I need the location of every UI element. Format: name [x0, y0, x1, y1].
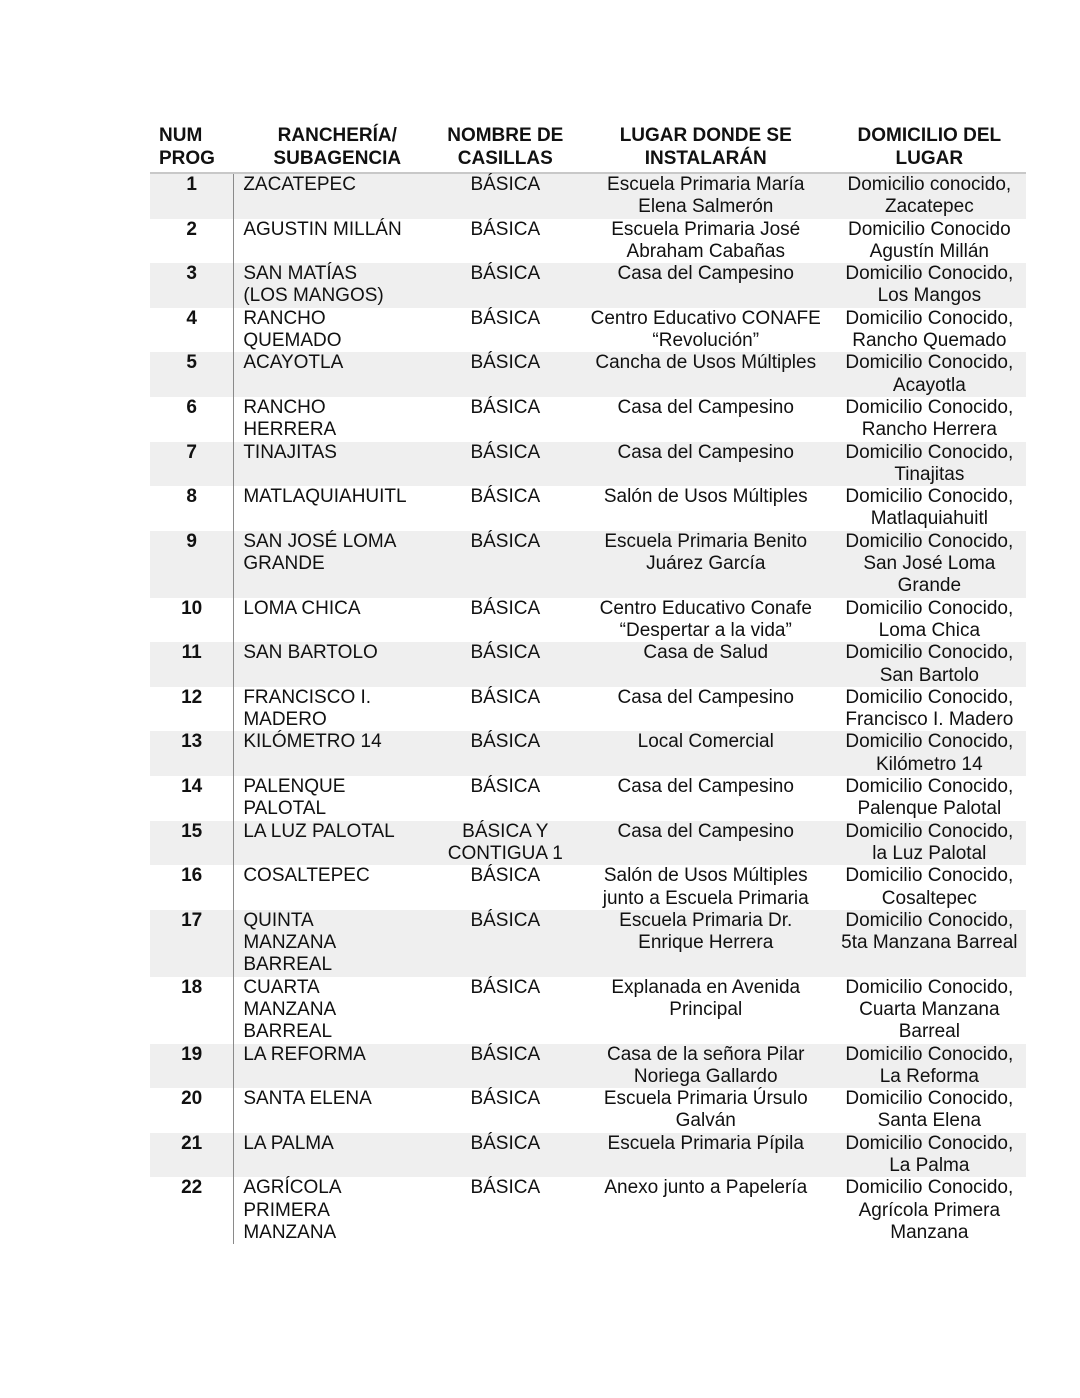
table-row: [150, 442, 1026, 487]
cell-num: 14: [150, 776, 234, 821]
cell-domicilio: Domicilio Conocido, la Luz Palotal: [833, 821, 1026, 866]
table-row: [150, 687, 1026, 732]
cell-lugar: Escuela Primaria Dr. Enrique Herrera: [579, 910, 833, 977]
cell-rancheria: KILÓMETRO 14: [234, 731, 432, 776]
table-body: [150, 173, 1026, 1244]
table-row: [150, 598, 1026, 643]
header-rancheria: RANCHERÍA/ SUBAGENCIA: [234, 124, 432, 173]
cell-casillas: BÁSICA: [470, 686, 541, 708]
cell-domicilio: Domicilio Conocido, Acayotla: [833, 352, 1026, 397]
cell-rancheria: ACAYOTLA: [234, 352, 432, 397]
table-row: [150, 352, 1026, 397]
cell-domicilio: Domicilio Conocido, Agrícola Primera Manzana: [845, 1177, 1014, 1243]
header-lugar: LUGAR DONDE SE INSTALARÁN: [579, 124, 833, 173]
cell-casillas: BÁSICA: [432, 1044, 579, 1089]
table-row: [150, 977, 1026, 1044]
cell-lugar: Escuela Primaria José Abraham Cabañas: [611, 218, 801, 262]
cell-num: 16: [150, 865, 234, 910]
cell-num: 22: [150, 1177, 234, 1244]
cell-domicilio: Domicilio Conocido, Santa Elena: [845, 1088, 1014, 1132]
cell-casillas: BÁSICA: [470, 865, 541, 887]
table-row: [150, 263, 1026, 308]
cell-domicilio: Domicilio Conocido, Rancho Herrera: [845, 396, 1014, 441]
cell-domicilio: Domicilio Conocido, Loma Chica: [845, 597, 1014, 641]
cell-rancheria: QUINTA MANZANA BARREAL: [234, 910, 432, 977]
cell-num: 5: [150, 352, 234, 397]
table-row: [150, 1133, 1026, 1178]
cell-domicilio: Domicilio Conocido, La Palma: [833, 1133, 1026, 1178]
cell-domicilio: Domicilio Conocido, Cuarta Manzana Barreal: [845, 976, 1014, 1043]
cell-casillas: BÁSICA: [432, 173, 579, 219]
cell-lugar: Anexo junto a Papelería: [604, 1177, 808, 1199]
cell-rancheria: AGRÍCOLA PRIMERA MANZANA: [243, 1177, 342, 1243]
cell-casillas: BÁSICA: [432, 263, 579, 308]
cell-domicilio: Domicilio Conocido, Francisco I. Madero: [845, 686, 1014, 731]
header-num-prog: NUM PROG: [150, 124, 234, 173]
cell-domicilio: Domicilio Conocido, Los Mangos: [833, 263, 1026, 308]
table-row: [150, 642, 1026, 687]
table-row: [150, 1088, 1026, 1133]
cell-casillas: BÁSICA: [470, 1088, 541, 1110]
table-row: [150, 219, 1026, 264]
cell-rancheria: LA PALMA: [234, 1133, 432, 1178]
cell-num: 15: [150, 821, 234, 866]
cell-domicilio: Domicilio Conocido, Cosaltepec: [845, 865, 1014, 909]
cell-lugar: Casa del Campesino: [579, 263, 833, 308]
cell-casillas: BÁSICA: [470, 1177, 541, 1199]
cell-casillas: BÁSICA: [432, 642, 579, 687]
cell-num: 1: [150, 173, 234, 219]
cell-lugar: Explanada en Avenida Principal: [611, 976, 801, 1020]
cell-casillas: BÁSICA: [432, 731, 579, 776]
header-domicilio: DOMICILIO DEL LUGAR: [833, 124, 1026, 173]
cell-casillas: BÁSICA: [470, 307, 541, 329]
cell-rancheria: AGUSTIN MILLÁN: [243, 218, 402, 240]
cell-domicilio: Domicilio conocido, Zacatepec: [833, 173, 1026, 219]
cell-domicilio: Domicilio Conocido, La Reforma: [833, 1044, 1026, 1089]
cell-casillas: BÁSICA: [470, 218, 541, 240]
cell-domicilio: Domicilio Conocido, 5ta Manzana Barreal: [833, 910, 1026, 977]
cell-num: 19: [150, 1044, 234, 1089]
cell-rancheria: SAN MATÍAS (LOS MANGOS): [234, 263, 432, 308]
cell-casillas: BÁSICA: [470, 776, 541, 798]
cell-num: 9: [150, 531, 234, 598]
cell-domicilio: Domicilio Conocido, Palenque Palotal: [845, 776, 1014, 820]
table-row: [150, 173, 1026, 219]
cell-casillas: BÁSICA Y CONTIGUA 1: [432, 821, 579, 866]
cell-rancheria: FRANCISCO I. MADERO: [243, 686, 372, 731]
cell-rancheria: RANCHO QUEMADO: [243, 307, 342, 352]
cell-rancheria: TINAJITAS: [234, 442, 432, 487]
cell-rancheria: LA REFORMA: [234, 1044, 432, 1089]
cell-lugar: Casa del Campesino: [617, 686, 794, 708]
cell-lugar: Casa del Campesino: [617, 396, 794, 418]
cell-rancheria: CUARTA MANZANA BARREAL: [243, 976, 337, 1043]
table-row: [150, 531, 1026, 598]
cell-domicilio: Domicilio Conocido, Kilómetro 14: [833, 731, 1026, 776]
cell-rancheria: LOMA CHICA: [243, 597, 361, 619]
cell-lugar: Casa del Campesino: [617, 776, 794, 798]
cell-num: 21: [150, 1133, 234, 1178]
table-row: [150, 397, 1026, 442]
table-row: [150, 776, 1026, 821]
cell-lugar: Salón de Usos Múltiples: [603, 486, 808, 508]
cell-domicilio: Domicilio Conocido, Rancho Quemado: [845, 307, 1014, 352]
cell-casillas: BÁSICA: [470, 976, 541, 998]
cell-num: 8: [150, 486, 234, 531]
cell-rancheria: SANTA ELENA: [243, 1088, 372, 1110]
cell-rancheria: PALENQUE PALOTAL: [243, 776, 346, 820]
cell-casillas: BÁSICA: [470, 597, 541, 619]
cell-num: 17: [150, 910, 234, 977]
cell-domicilio: Domicilio Conocido, San José Loma Grande: [833, 531, 1026, 598]
cell-casillas: BÁSICA: [432, 352, 579, 397]
table-row: [150, 1177, 1026, 1244]
cell-lugar: Cancha de Usos Múltiples: [579, 352, 833, 397]
cell-num: 6: [150, 397, 234, 442]
cell-rancheria: ZACATEPEC: [234, 173, 432, 219]
cell-domicilio: Domicilio Conocido, San Bartolo: [833, 642, 1026, 687]
cell-num: 2: [150, 219, 234, 264]
cell-lugar: Casa de Salud: [579, 642, 833, 687]
cell-lugar: Escuela Primaria María Elena Salmerón: [579, 173, 833, 219]
cell-lugar: Centro Educativo Conafe “Despertar a la vida”: [599, 597, 812, 641]
cell-domicilio: Domicilio Conocido, Tinajitas: [833, 442, 1026, 487]
cell-casillas: BÁSICA: [432, 1133, 579, 1178]
cell-lugar: Salón de Usos Múltiples junto a Escuela Primaria: [602, 865, 809, 909]
cell-num: 3: [150, 263, 234, 308]
cell-lugar: Escuela Primaria Benito Juárez García: [579, 531, 833, 598]
table-row: [150, 1044, 1026, 1089]
casillas-table: [150, 124, 1026, 1244]
cell-num: 12: [150, 687, 234, 732]
header-casillas: NOMBRE DE CASILLAS: [432, 124, 579, 173]
cell-num: 18: [150, 977, 234, 1044]
table-row: [150, 486, 1026, 531]
table-row: [150, 308, 1026, 353]
table-row: [150, 865, 1026, 910]
table-row: [150, 910, 1026, 977]
cell-lugar: Escuela Primaria Úrsulo Galván: [603, 1088, 808, 1132]
cell-lugar: Escuela Primaria Pípila: [579, 1133, 833, 1178]
table-row: [150, 821, 1026, 866]
cell-casillas: BÁSICA: [432, 442, 579, 487]
cell-lugar: Casa del Campesino: [579, 442, 833, 487]
cell-lugar: Casa de la señora Pilar Noriega Gallardo: [579, 1044, 833, 1089]
cell-rancheria: COSALTEPEC: [243, 865, 370, 887]
cell-domicilio: Domicilio Conocido Agustín Millán: [848, 218, 1011, 262]
cell-domicilio: Domicilio Conocido, Matlaquiahuitl: [845, 486, 1014, 530]
cell-num: 13: [150, 731, 234, 776]
cell-casillas: BÁSICA: [432, 531, 579, 598]
cell-rancheria: SAN JOSÉ LOMA GRANDE: [234, 531, 432, 598]
cell-lugar: Local Comercial: [579, 731, 833, 776]
cell-rancheria: RANCHO HERRERA: [243, 396, 337, 441]
cell-num: 10: [150, 598, 234, 643]
cell-rancheria: LA LUZ PALOTAL: [234, 821, 432, 866]
cell-casillas: BÁSICA: [432, 910, 579, 977]
cell-casillas: BÁSICA: [470, 486, 541, 508]
cell-rancheria: MATLAQUIAHUITL: [243, 486, 407, 508]
cell-casillas: BÁSICA: [470, 396, 541, 418]
cell-num: 20: [150, 1088, 234, 1133]
cell-rancheria: SAN BARTOLO: [234, 642, 432, 687]
cell-lugar: Centro Educativo CONAFE “Revolución”: [590, 307, 821, 352]
table-row: [150, 731, 1026, 776]
cell-num: 7: [150, 442, 234, 487]
cell-lugar: Casa del Campesino: [579, 821, 833, 866]
cell-num: 4: [150, 308, 234, 353]
cell-num: 11: [150, 642, 234, 687]
table-header-row: [150, 124, 1026, 173]
